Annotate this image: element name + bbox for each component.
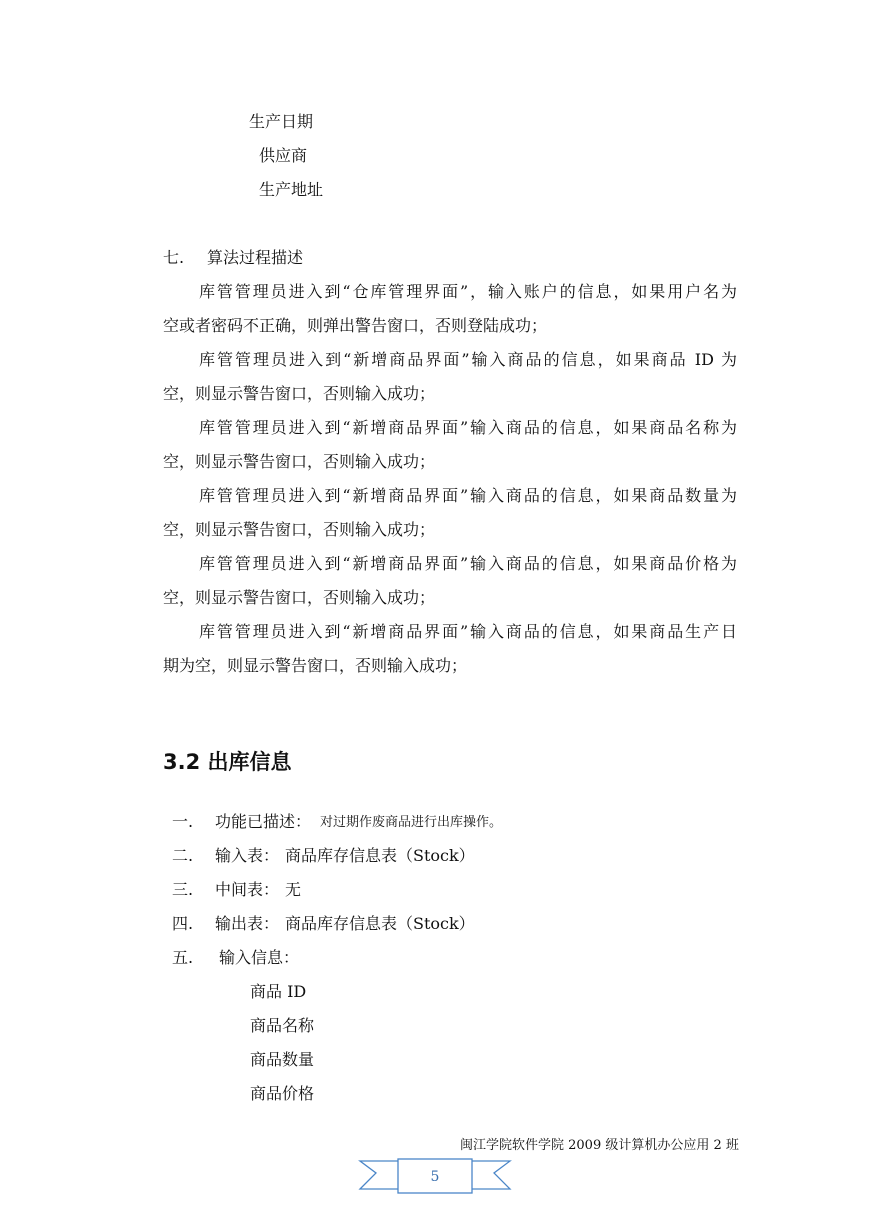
section7-title: 算法过程描述 [207, 248, 304, 267]
item-3-value: 无 [285, 880, 302, 899]
field-supplier: 供应商 [259, 146, 308, 165]
item-4-label: 输出表： [215, 914, 280, 933]
item-2-label: 输入表： [215, 846, 280, 865]
item-2-value: 商品库存信息表（Stock） [285, 846, 475, 865]
paragraph-4-line-1: 库管管理员进入到“新增商品界面”输入商品的信息，如果商品数量为 [199, 486, 737, 505]
paragraph-1-line-2: 空或者密码不正确，则弹出警告窗口，否则登陆成功； [163, 316, 548, 335]
paragraph-5-line-1: 库管管理员进入到“新增商品界面”输入商品的信息，如果商品价格为 [199, 554, 737, 573]
field-product-id: 商品 ID [250, 982, 307, 1001]
item-1-value: 对过期作废商品进行出库操作。 [320, 815, 503, 830]
page-ribbon-icon [358, 1155, 512, 1199]
paragraph-5-line-2: 空，则显示警告窗口，否则输入成功； [163, 588, 436, 607]
paragraph-1-line-1: 库管管理员进入到“仓库管理界面”，输入账户的信息，如果用户名为 [199, 282, 737, 301]
paragraph-3-line-2: 空，则显示警告窗口，否则输入成功； [163, 452, 436, 471]
paragraph-2-line-2: 空，则显示警告窗口，否则输入成功； [163, 384, 436, 403]
field-product-price: 商品价格 [250, 1084, 315, 1103]
field-production-date: 生产日期 [249, 112, 314, 131]
paragraph-4-line-2: 空，则显示警告窗口，否则输入成功； [163, 520, 436, 539]
item-5-label: 输入信息： [219, 948, 300, 967]
item-3-label: 中间表： [215, 880, 280, 899]
item-5-number: 五. [172, 948, 194, 967]
footer-text: 闽江学院软件学院 2009 级计算机办公应用 2 班 [460, 1138, 739, 1153]
item-1-label: 功能已描述： [215, 812, 312, 831]
section7-number: 七. [163, 248, 185, 267]
paragraph-2-line-1: 库管管理员进入到“新增商品界面”输入商品的信息，如果商品 ID 为 [199, 350, 737, 369]
item-4-value: 商品库存信息表（Stock） [285, 914, 475, 933]
field-product-quantity: 商品数量 [250, 1050, 315, 1069]
section-heading: 3.2 出库信息 [163, 750, 292, 774]
field-product-name: 商品名称 [250, 1016, 315, 1035]
paragraph-6-line-2: 期为空，则显示警告窗口，否则输入成功； [163, 656, 468, 675]
item-4-number: 四. [172, 914, 194, 933]
page-number: 5 [430, 1169, 440, 1185]
paragraph-6-line-1: 库管管理员进入到“新增商品界面”输入商品的信息，如果商品生产日 [199, 622, 737, 641]
item-2-number: 二. [172, 846, 194, 865]
field-production-address: 生产地址 [259, 180, 324, 199]
item-3-number: 三. [172, 880, 194, 899]
item-1-number: 一. [172, 812, 194, 831]
paragraph-3-line-1: 库管管理员进入到“新增商品界面”输入商品的信息，如果商品名称为 [199, 418, 737, 437]
